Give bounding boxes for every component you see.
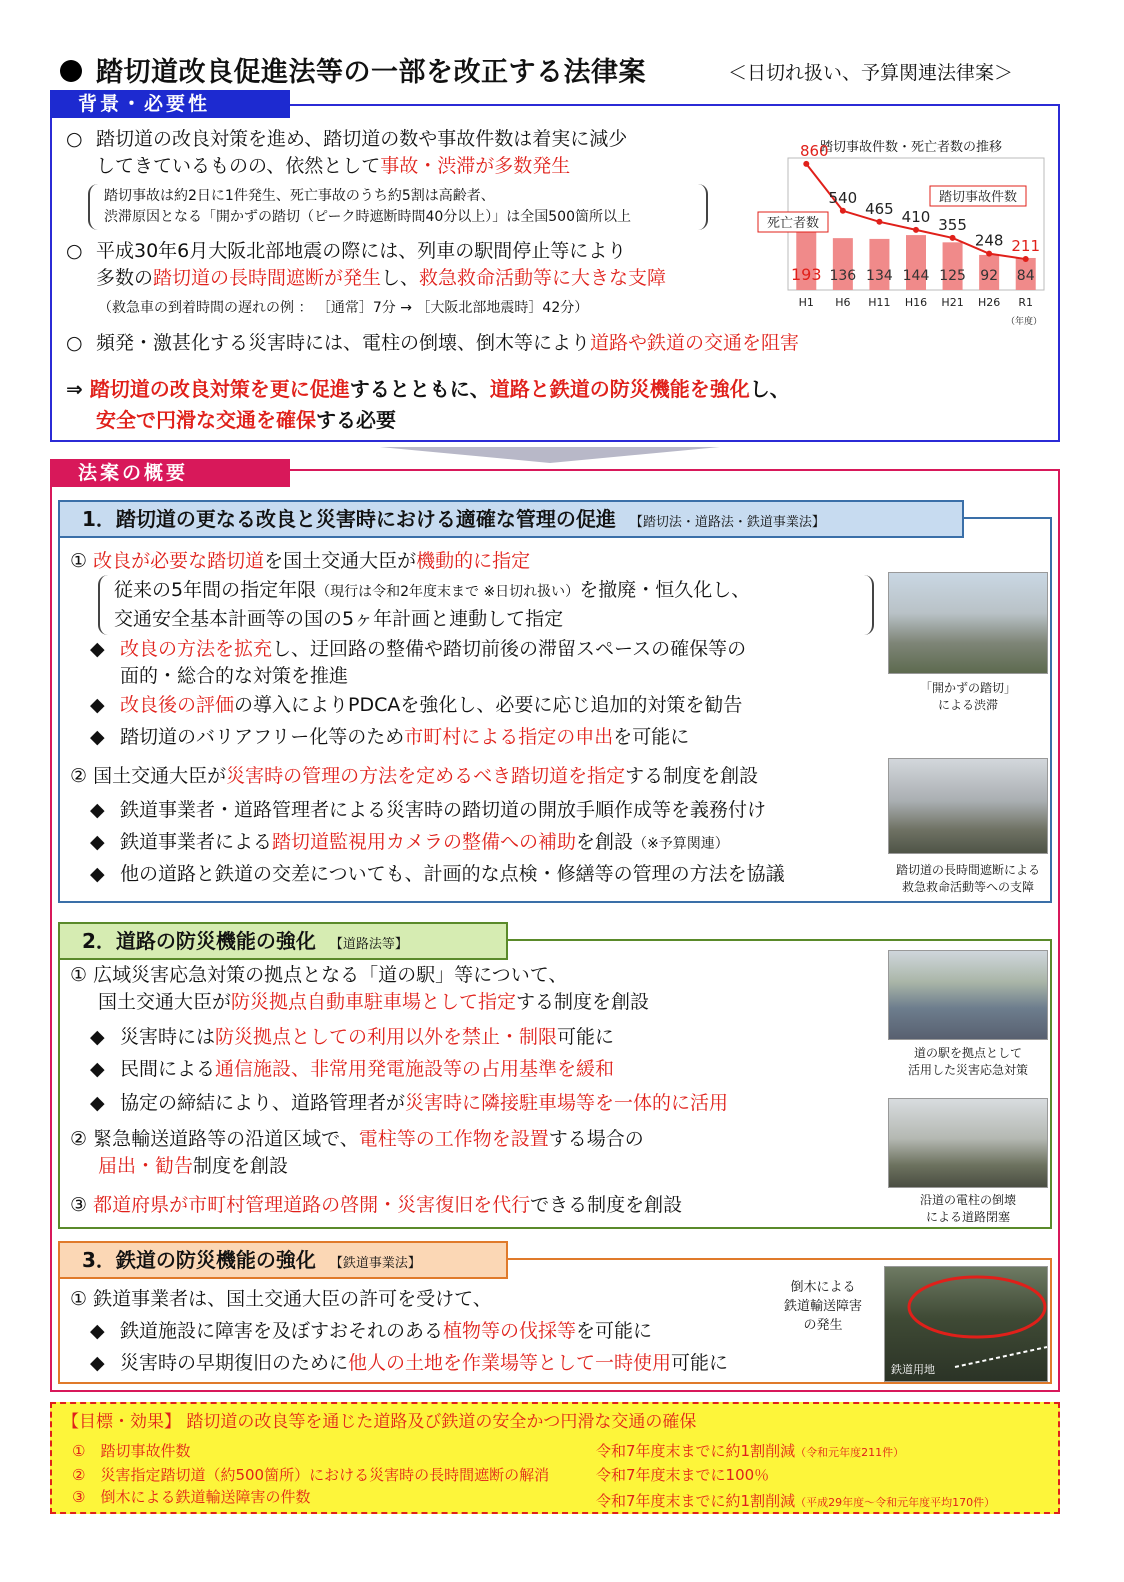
section-2-bullet-3: ◆ 協定の締結により、道路管理者が災害時に隣接駐車場等を一体的に活用 <box>90 1092 729 1114</box>
goal-item-target-2: 令和7年度末までに100％ <box>596 1466 770 1484</box>
photo-railroad-crossing-congestion <box>888 572 1048 674</box>
chart-line-label: 355 <box>938 215 967 234</box>
section-1-item-1: ① 改良が必要な踏切道を国土交通大臣が機動的に指定 <box>70 550 531 572</box>
section-1-bullet-3: ◆ 踏切道のバリアフリー化等のため市町村による指定の申出を可能に <box>90 726 690 748</box>
section-2-item-3: ③ 都道府県が市町村管理道路の啓開・災害復旧を代行できる制度を創設 <box>70 1194 683 1216</box>
goal-item-target-1: 令和7年度末までに約1割削減（令和元年度211件） <box>596 1442 905 1460</box>
goal-item-target-3: 令和7年度末までに約1割削減（平成29年度～令和元年度平均170件） <box>596 1492 996 1510</box>
goal-box <box>50 1402 1060 1514</box>
chart-x-tick: R1 <box>1018 296 1034 309</box>
photo-fallen-tree <box>884 1266 1048 1382</box>
photo-caption-roadside-station: 道の駅を拠点として 活用した災害応急対策 <box>907 1046 1028 1077</box>
law-summary-header: 法案の概要 <box>50 459 290 487</box>
section-3-bullet-2: ◆ 災害時の早期復旧のために他人の土地を作業場等として一時使用可能に <box>90 1352 729 1374</box>
section-1-item-2: ② 国土交通大臣が災害時の管理の方法を定めるべき踏切道を指定する制度を創設 <box>70 765 759 787</box>
down-arrow-icon <box>380 447 720 463</box>
goal-item-label-2: ② 災害指定踏切道（約500箇所）における災害時の長時間遮断の解消 <box>72 1466 550 1484</box>
section-3-item-1: ① 鉄道事業者は、国土交通大臣の許可を受けて、 <box>70 1288 492 1310</box>
chart-legend-deaths: 死亡者数 <box>766 216 820 231</box>
chart-line-point <box>876 219 882 225</box>
section-2-bullet-2: ◆ 民間による通信施設、非常用発電施設等の占用基準を緩和 <box>90 1058 615 1080</box>
goal-list <box>62 1434 1048 1510</box>
chart-bar-label: 136 <box>829 268 857 284</box>
goal-item-label-1: ① 踏切事故件数 <box>72 1442 191 1460</box>
photo-caption-collapsed-pole: 沿道の電柱の倒壊 による道路閉塞 <box>919 1193 1016 1224</box>
chart-line-point <box>913 227 919 233</box>
page-subtitle: ＜日切れ扱い、予算関連法律案＞ <box>728 62 1014 84</box>
chart-x-tick: H16 <box>904 296 928 309</box>
chart-x-tick: H11 <box>868 296 891 309</box>
background-header: 背景・必要性 <box>50 90 290 118</box>
chart-x-tick: H6 <box>835 296 851 309</box>
chart-line-point <box>1023 256 1029 262</box>
chart-line-label: 540 <box>828 188 858 207</box>
chart-x-tick: H1 <box>798 296 814 309</box>
chart-x-tick: H21 <box>941 296 964 309</box>
chart-line-point <box>840 208 846 214</box>
photo-caption-congestion: 「開かずの踏切」 による渋滞 <box>919 681 1016 712</box>
section-2-item-1: ① 広域災害応急対策の拠点となる「道の駅」等について、 国土交通大臣が防災拠点自動車駐車場として指定する制度を創設 <box>70 964 650 1013</box>
chart-bar-label: 134 <box>866 268 893 284</box>
chart-line-point <box>986 251 992 257</box>
photo-caption-ambulance: 踏切道の長時間遮断による 救急救命活動等への支障 <box>895 863 1040 894</box>
chart-line-label: 211 <box>1011 237 1041 256</box>
section-1-header: 1．踏切道の更なる改良と災害時における適確な管理の促進 【踏切法・道路法・鉄道事業法】 <box>58 500 964 538</box>
section-1-bullet-5: ◆ 鉄道事業者による踏切道監視用カメラの整備への補助を創設（※予算関連） <box>90 831 729 853</box>
background-note-1: 踏切事故は約2日に1件発生、死亡事故のうち約5割は高齢者、 渋滞原因となる「開かずの踏切（ピーク時遮断時間40分以上）」は全国500箇所以上 <box>88 184 708 230</box>
section-1-bullet-2: ◆ 改良後の評価の導入によりPDCAを強化し、必要に応じ追加的対策を勧告 <box>90 694 743 716</box>
section-2-bullet-1: ◆ 災害時には防災拠点としての利用以外を禁止・制限可能に <box>90 1026 615 1048</box>
chart-bar-label: 92 <box>980 268 999 284</box>
chart-line-label: 410 <box>901 207 931 226</box>
chart-x-tick: H26 <box>978 296 1001 309</box>
chart-bar-label: 193 <box>791 265 822 284</box>
background-point-1: ○ 踏切道の改良対策を進め、踏切道の数や事故件数は着実に減少 してきているものの、依然として事故・渋滞が多数発生 <box>66 128 628 177</box>
background-conclusion: ⇒ 踏切道の改良対策を更に促進するとともに、道路と鉄道の防災機能を強化し、 安全で円滑な交通を確保する必要 <box>66 377 790 432</box>
goal-heading: 【目標・効果】 踏切道の改良等を通じた道路及び鉄道の安全かつ円滑な交通の確保 <box>62 1412 697 1432</box>
goal-item-label-3: ③ 倒木による鉄道輸送障害の件数 <box>72 1488 311 1506</box>
bullet-dot-icon <box>60 60 82 82</box>
photo-collapsed-pole <box>888 1098 1048 1188</box>
section-1-bullet-1: ◆ 改良の方法を拡充し、迂回路の整備や踏切前後の滞留スペースの確保等の 面的・総合的な対策を推進 <box>90 638 747 687</box>
chart-line-label: 860 <box>799 141 829 160</box>
section-2-header: 2．道路の防災機能の強化 【道路法等】 <box>58 922 508 960</box>
photo-roadside-station <box>888 950 1048 1040</box>
chart-bar-label: 84 <box>1016 268 1035 284</box>
background-note-2: （救急車の到着時間の遅れの例 ： ［通常］7分 → ［大阪北部地震時］42分） <box>98 300 589 316</box>
chart-x-unit: （年度） <box>1005 317 1042 327</box>
section-1-bullet-6: ◆ 他の道路と鉄道の交差についても、計画的な点検・修繕等の管理の方法を協議 <box>90 863 785 885</box>
photo-label-railway-land: 鉄道用地 <box>891 1363 935 1376</box>
section-2-item-2: ② 緊急輸送道路等の沿道区域で、電柱等の工作物を設置する場合の 届出・勧告制度を創設 <box>70 1128 644 1177</box>
chart-bar-label: 144 <box>902 268 930 284</box>
chart-title: 踏切事故件数・死亡者数の推移 <box>820 140 1003 155</box>
section-3-header: 3．鉄道の防災機能の強化 【鉄道事業法】 <box>58 1241 508 1279</box>
chart-bar-label: 125 <box>939 268 966 284</box>
chart-line-label: 465 <box>865 199 894 218</box>
chart-line-label: 248 <box>974 231 1004 250</box>
chart-legend-accidents: 踏切事故件数 <box>938 190 1018 205</box>
photo-caption-fallen-tree: 倒木による 鉄道輸送障害 の発生 <box>783 1280 862 1333</box>
section-1-bullet-4: ◆ 鉄道事業者・道路管理者による災害時の踏切道の開放手順作成等を義務付け <box>90 799 767 821</box>
chart-line-point <box>803 161 809 167</box>
section-3-bullet-1: ◆ 鉄道施設に障害を及ぼすおそれのある植物等の伐採等を可能に <box>90 1320 653 1342</box>
background-point-3: ○ 頻発・激甚化する災害時には、電柱の倒壊、倒木等により道路や鉄道の交通を阻害 <box>66 332 800 354</box>
section-1-item-1-note: 従来の5年間の指定年限（現行は令和2年度末まで ※日切れ扱い）を撤廃・恒久化し、 交通安全基本計画等の国の5ヶ年計画と連動して指定 <box>98 575 874 635</box>
background-point-2: ○ 平成30年6月大阪北部地震の際には、列車の駅間停止等により 多数の踏切道の長時間遮断が発生し、救急救命活動等に大きな支障 <box>66 240 667 289</box>
chart-line-point <box>950 235 956 241</box>
photo-ambulance-blocked <box>888 758 1048 854</box>
page-title: 踏切道改良促進法等の一部を改正する法律案 <box>60 50 646 89</box>
